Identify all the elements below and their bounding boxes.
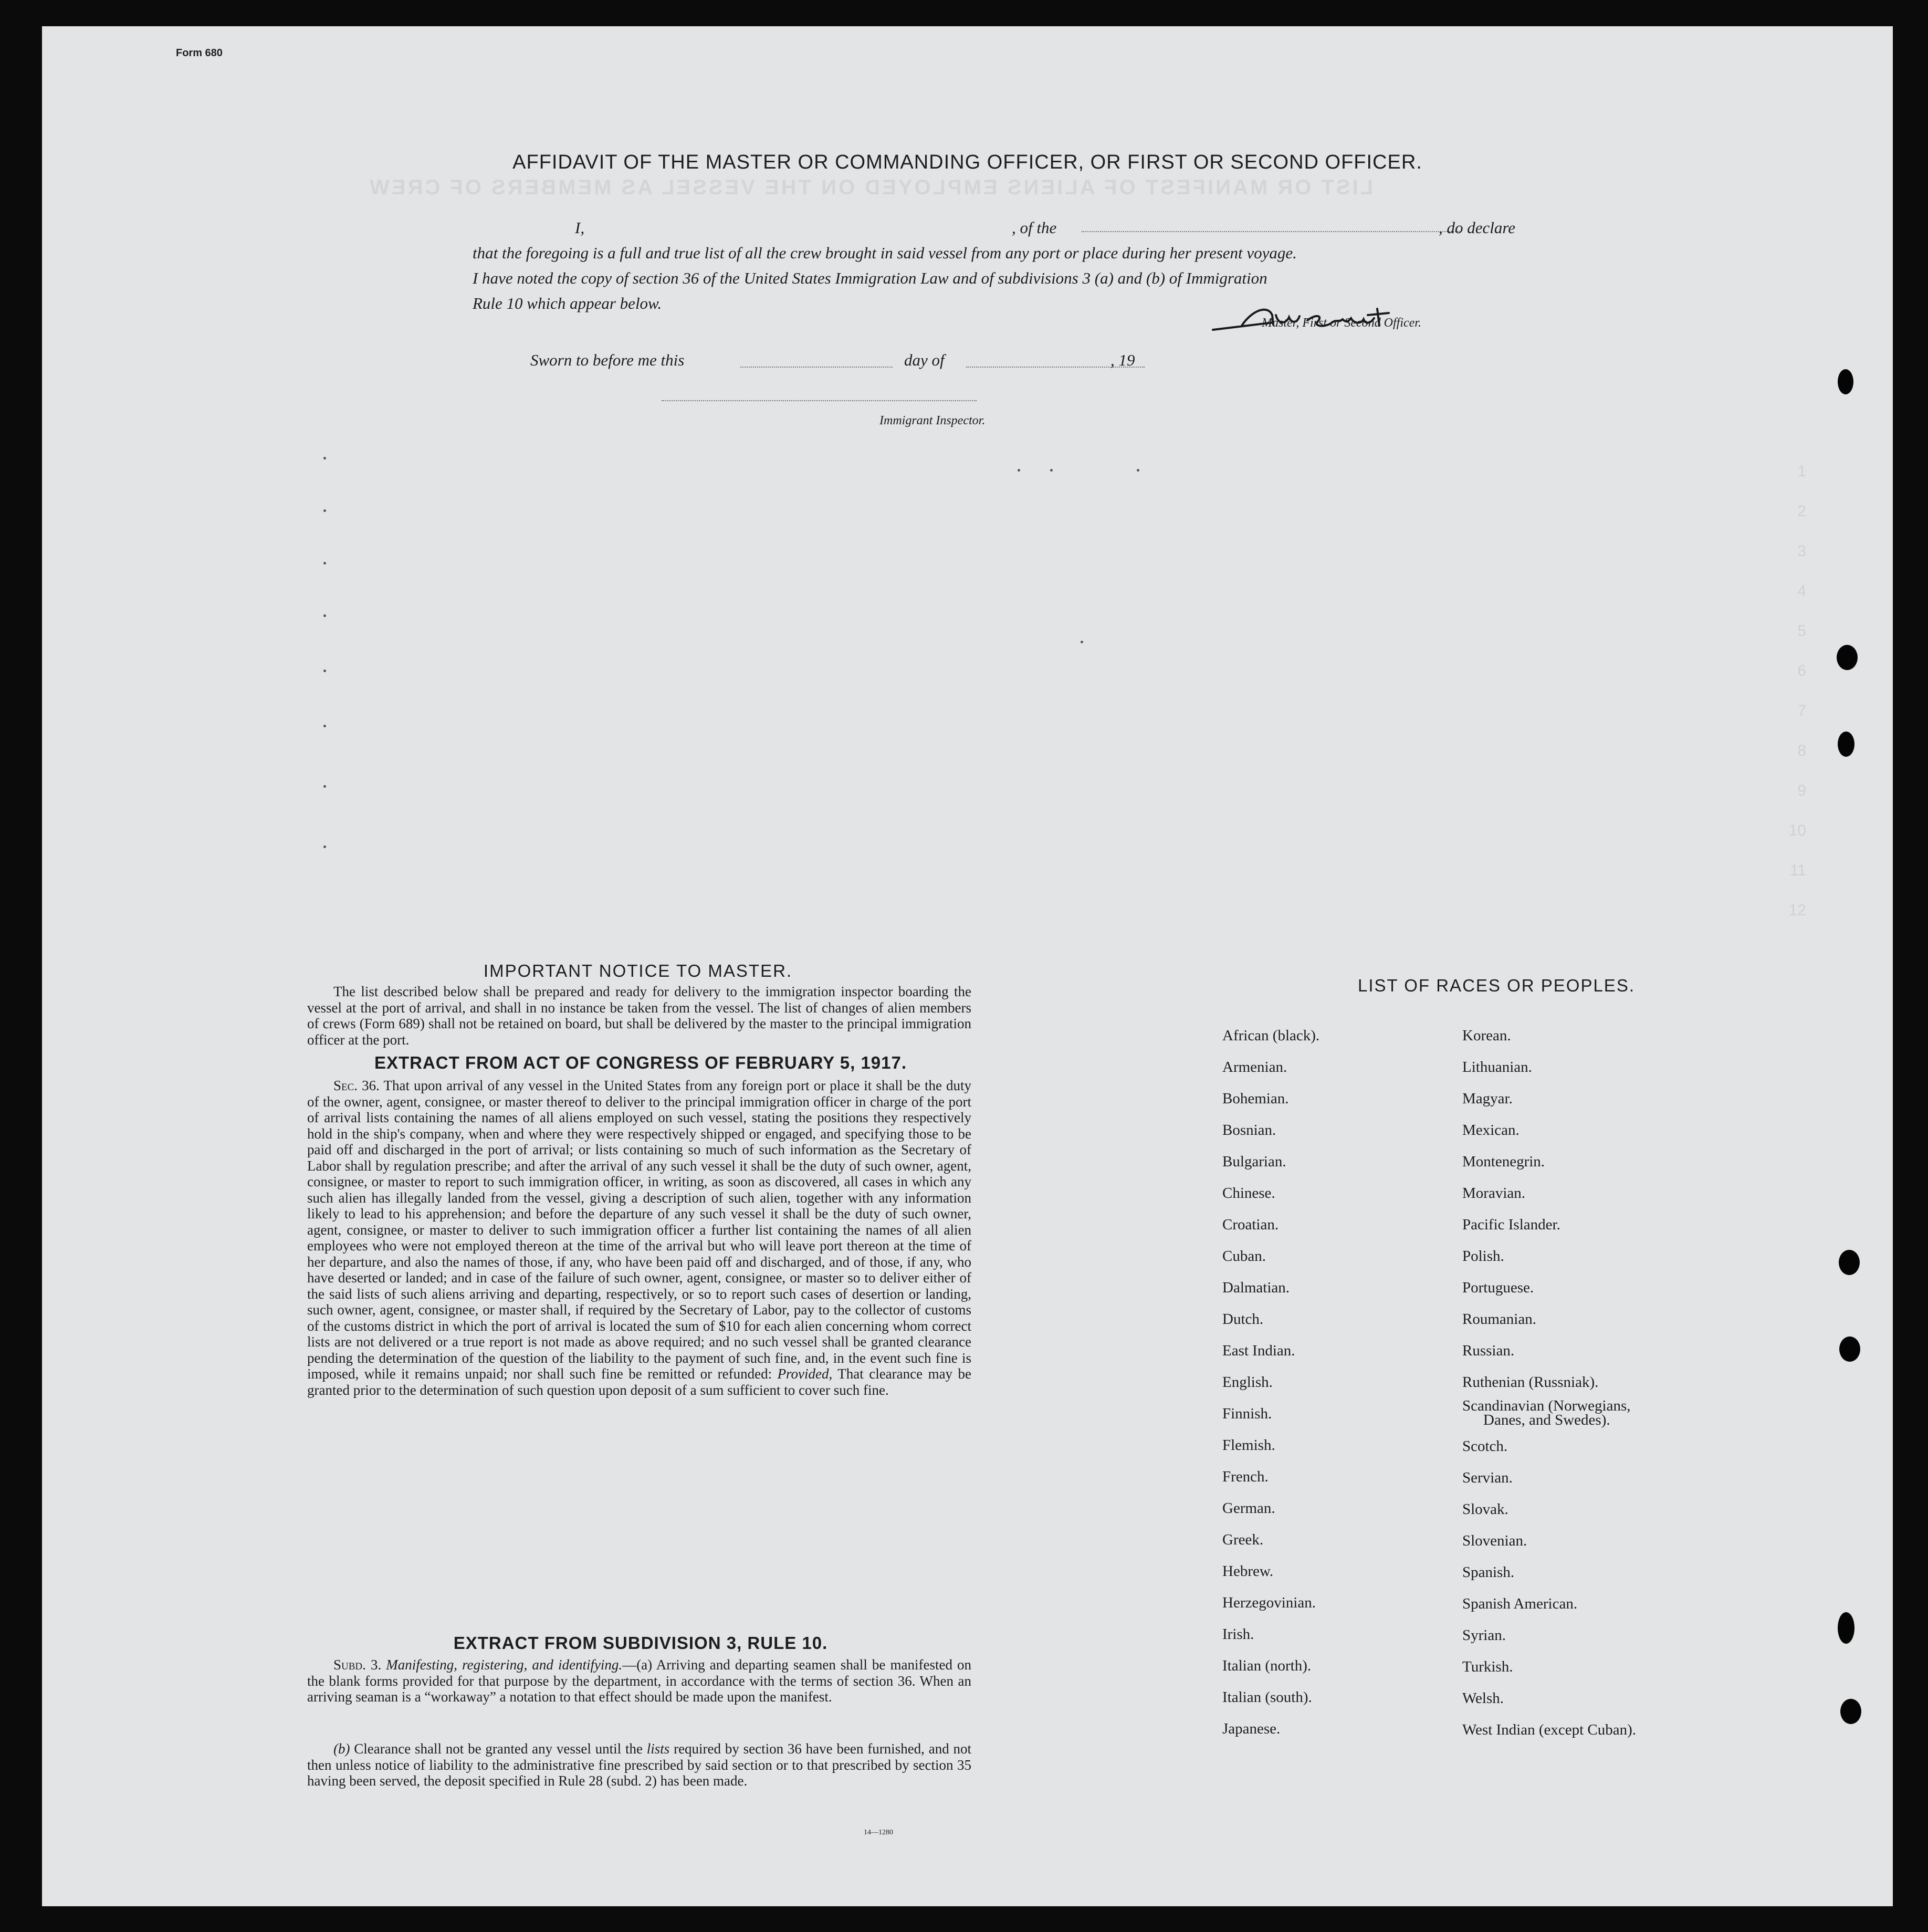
notice-title: IMPORTANT NOTICE TO MASTER. xyxy=(483,961,793,980)
race-item: Spanish. xyxy=(1462,1564,1515,1581)
race-item: Bulgarian. xyxy=(1222,1153,1286,1170)
race-item: Italian (south). xyxy=(1222,1689,1312,1706)
race-item: German. xyxy=(1222,1500,1275,1517)
declaration-of-the: , of the xyxy=(1012,218,1057,237)
race-item: Bohemian. xyxy=(1222,1090,1289,1107)
bleed-through-number: 3 xyxy=(1797,542,1806,560)
punch-hole xyxy=(1838,1612,1854,1644)
punch-hole xyxy=(1838,732,1854,757)
bleed-through-title: LIST OR MANIFEST OF ALIENS EMPLOYED ON THE VESSEL AS MEMBERS OF CREW xyxy=(368,176,1374,199)
bleed-through-number: 4 xyxy=(1797,582,1806,600)
race-item: Russian. xyxy=(1462,1342,1515,1359)
punch-hole xyxy=(1839,1336,1860,1362)
declaration-line-2: that the foregoing is a full and true list of all the crew brought in said vessel from any port or place during her present voyage. xyxy=(473,244,1297,262)
rule-para-b xyxy=(307,1741,971,1789)
declaration-line-4: Rule 10 which appear below. xyxy=(473,294,662,312)
signature-caption: Master, First or Second Officer. xyxy=(1262,316,1421,330)
bleed-through-number: 8 xyxy=(1797,742,1806,759)
race-item: Moravian. xyxy=(1462,1185,1525,1202)
race-item: Welsh. xyxy=(1462,1690,1504,1707)
race-item: Chinese. xyxy=(1222,1185,1275,1202)
bleed-through-number: 11 xyxy=(1789,862,1806,879)
section-text: That upon arrival of any vessel in the United States from any foreign port or place it shall be the duty of the owner, agent, consignee, or master thereof to deliver to the principal immigration officer in charge of the port of arrival lists containing the names of all aliens employed on such vessel, stating the positions they respectively hold in the ship's company, when and where they were respectively shipped or engaged, and specifying those to be paid off and discharged in the port of arrival; or lists containing so much of such information as the Secretary of Labor shall by regulation prescribe; and after the arrival of any such vessel it shall be the duty of such owner, agent, consignee, or master to report to such immigration officer, in writing, as soon as discovered, all cases in which any such alien has illegally landed from the vessel, giving a description of such alien, together with any information likely to lead to his apprehension; and before the departure of any such vessel it shall be the duty of such owner, agent, consignee, or master to deliver to such immigration officer a further list containing the names of all alien employees who were not employed thereon at the time of the arrival but who will leave port thereon at the time of her departure, and also the names of those, if any, who have been paid off and discharged, and of those, if any, who have deserted or landed; and in case of the failure of such owner, agent, consignee, or master so to deliver either of the said lists of such aliens arriving and departing, respectively, or so to report such cases of desertion or landing, such owner, agent, consignee, or master shall, if required by the Secretary of Labor, pay to the collector of customs of the customs district in which the port of arrival is located the sum of $10 for each alien concerning whom correct lists are not delivered or a true report is not made as above required; and no such vessel shall be granted clearance pending the determination of the question of the liability to the payment of such fine, and, in the event such fine is imposed, while it remains unpaid; nor shall such fine be remitted or refunded: xyxy=(307,1078,972,1382)
proviso-word: Provided, xyxy=(777,1366,833,1382)
race-item: Irish. xyxy=(1222,1626,1254,1643)
races-column-2 xyxy=(1462,1020,1777,1746)
para-b-lists: lists xyxy=(646,1741,670,1757)
race-item: Flemish. xyxy=(1222,1437,1275,1454)
rule-extract-title: EXTRACT FROM SUBDIVISION 3, RULE 10. xyxy=(453,1633,828,1653)
declaration-i: I, xyxy=(575,218,585,237)
race-item: Servian. xyxy=(1462,1469,1513,1486)
race-item: Ruthenian (Russniak). xyxy=(1462,1374,1599,1391)
punch-hole xyxy=(1838,369,1853,394)
race-item: Scotch. xyxy=(1462,1438,1508,1455)
punch-hole xyxy=(1840,1699,1861,1724)
race-item: Polish. xyxy=(1462,1248,1504,1265)
sworn-year: , 19 xyxy=(1110,351,1135,369)
para-b-text-1: Clearance shall not be granted any vessel until the xyxy=(354,1741,643,1757)
subd-heading: Manifesting, registering, and identifying. xyxy=(386,1657,623,1673)
bleed-through-row-numbers xyxy=(1785,452,1806,931)
para-b-label: (b) xyxy=(333,1741,350,1757)
rule-para-a xyxy=(307,1657,971,1705)
sworn-prefix: Sworn to before me this xyxy=(530,351,685,369)
para-a-text: Arriving and departing seamen shall be manifested on the blank forms provided for that purpose by the department, in accordance with the terms of section 36. When an arriving seaman is a “workaway” a notation to that effect should be made upon the manifest. xyxy=(307,1657,972,1705)
race-item: Cuban. xyxy=(1222,1248,1266,1265)
bleed-through-number: 6 xyxy=(1797,662,1806,680)
document-page xyxy=(42,26,1893,1906)
race-item: Japanese. xyxy=(1222,1720,1281,1737)
race-item: Magyar. xyxy=(1462,1090,1513,1107)
race-item: Korean. xyxy=(1462,1027,1511,1044)
races-title: LIST OF RACES OR PEOPLES. xyxy=(1357,976,1636,995)
race-item: Herzegovinian. xyxy=(1222,1594,1316,1611)
race-item: English. xyxy=(1222,1374,1273,1391)
race-item: Greek. xyxy=(1222,1531,1264,1548)
vessel-name-blank xyxy=(1082,231,1460,232)
sworn-day-of: day of xyxy=(904,351,945,369)
bleed-through-number: 9 xyxy=(1797,782,1806,799)
form-number: Form 680 xyxy=(176,47,223,59)
affidavit-title: AFFIDAVIT OF THE MASTER OR COMMANDING OFFICER, OR FIRST OR SECOND OFFICER. xyxy=(512,151,1422,173)
race-item: Bosnian. xyxy=(1222,1122,1276,1139)
punch-hole xyxy=(1837,645,1858,670)
bleed-through-number: 1 xyxy=(1797,463,1806,480)
race-item: Slovak. xyxy=(1462,1501,1508,1518)
punch-hole xyxy=(1839,1250,1860,1275)
race-item: Croatian. xyxy=(1222,1216,1279,1233)
race-item: Pacific Islander. xyxy=(1462,1216,1560,1233)
notice-text: The list described below shall be prepared and ready for delivery to the immigration inspector boarding the vessel at the port of arrival, and shall in no instance be taken from the vessel. The list of changes of alien members of crews (Form 689) shall not be retained on board, but shall be delivered by the master to the principal immigration officer at the port. xyxy=(307,984,971,1048)
race-item: Scandinavian (Norwegians, Danes, and Swedes). xyxy=(1462,1398,1777,1430)
para-b-text-2: required by section 36 have been furnished, and not then unless notice of liability to the administrative fine prescribed by said section or to that prescribed by section 35 having been served, the deposit specified in Rule 28 (subd. 2) has been made. xyxy=(307,1741,972,1789)
race-item: Montenegrin. xyxy=(1462,1153,1545,1170)
print-code: 14—1280 xyxy=(864,1829,893,1836)
race-item: Dutch. xyxy=(1222,1311,1264,1328)
race-item: Mexican. xyxy=(1462,1122,1520,1139)
race-item: French. xyxy=(1222,1468,1269,1485)
race-item: Lithuanian. xyxy=(1462,1059,1532,1075)
inspector-caption: Immigrant Inspector. xyxy=(879,414,986,427)
sworn-day-blank xyxy=(740,367,893,368)
para-a-label: —(a) xyxy=(622,1657,653,1673)
race-item: East Indian. xyxy=(1222,1342,1295,1359)
races-column-1 xyxy=(1222,1020,1443,1745)
bleed-through-number: 10 xyxy=(1788,822,1806,839)
race-item: Italian (north). xyxy=(1222,1657,1312,1674)
race-item: Portuguese. xyxy=(1462,1279,1534,1296)
section-label: Sec. 36. xyxy=(333,1078,380,1093)
race-item: Finnish. xyxy=(1222,1405,1272,1422)
race-item: Roumanian. xyxy=(1462,1311,1536,1328)
bleed-through-number: 5 xyxy=(1797,622,1806,640)
act-extract-title: EXTRACT FROM ACT OF CONGRESS OF FEBRUARY 5, 1917. xyxy=(374,1053,907,1072)
declaration-declare: , do declare xyxy=(1439,218,1516,237)
race-item: West Indian (except Cuban). xyxy=(1462,1721,1637,1738)
race-item: African (black). xyxy=(1222,1027,1320,1044)
race-item: Dalmatian. xyxy=(1222,1279,1290,1296)
race-item: Syrian. xyxy=(1462,1627,1506,1644)
proviso-text: That clearance may be granted prior to the determination of such question upon deposit of a sum sufficient to cover such fine. xyxy=(307,1366,971,1398)
inspector-signature-blank xyxy=(662,400,977,401)
bleed-through-number: 2 xyxy=(1797,503,1806,520)
race-item: Spanish American. xyxy=(1462,1595,1578,1612)
race-item: Armenian. xyxy=(1222,1059,1287,1075)
race-item: Hebrew. xyxy=(1222,1563,1274,1580)
race-item-continuation: Danes, and Swedes). xyxy=(1483,1412,1610,1428)
act-extract-text xyxy=(307,1078,971,1398)
race-item: Slovenian. xyxy=(1462,1532,1527,1549)
declaration-line-3: I have noted the copy of section 36 of the United States Immigration Law and of subdivisions 3 (a) and (b) of Immigration xyxy=(473,269,1267,287)
bleed-through-number: 7 xyxy=(1797,702,1806,719)
bleed-through-number: 12 xyxy=(1788,902,1806,919)
subd-label: Subd. 3. xyxy=(333,1657,382,1673)
race-item: Turkish. xyxy=(1462,1658,1513,1675)
